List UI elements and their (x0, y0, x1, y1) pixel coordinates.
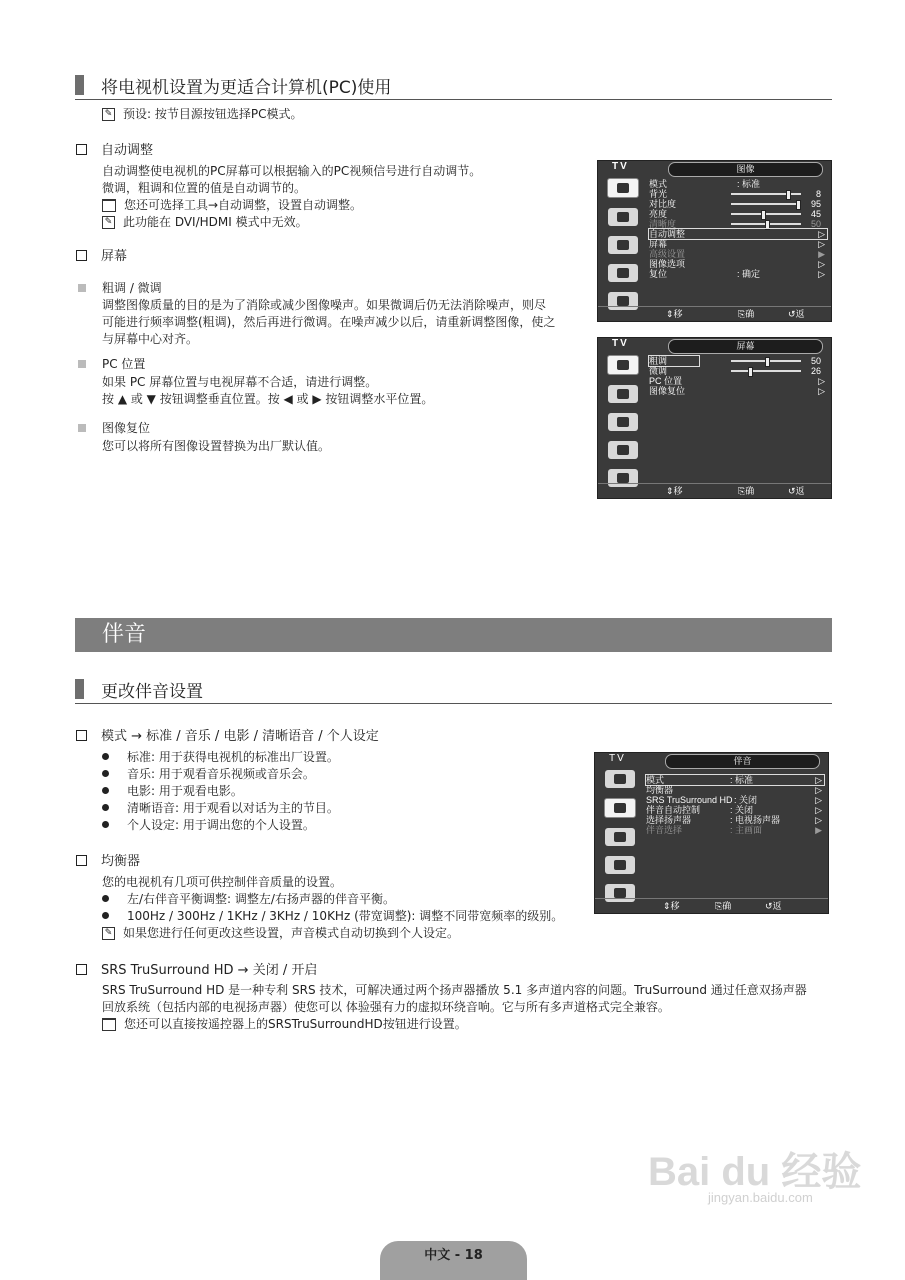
tv-label: TV (612, 161, 629, 172)
row-label: 高级设置 (649, 249, 686, 259)
note-icon: ✎ (102, 216, 115, 229)
row-label: 背光 (649, 189, 668, 199)
menu-row[interactable] (646, 825, 824, 835)
picture-icon[interactable] (607, 178, 639, 198)
screen-title-text: 屏幕 (101, 249, 128, 264)
auto-adjust-line-1: 自动调整使电视机的PC屏幕可以根据输入的PC视频信号进行自动调节。 (102, 164, 482, 178)
menu-row[interactable] (649, 209, 827, 219)
preset-note (102, 106, 302, 123)
bullet-icon (102, 821, 109, 828)
row-label: 伴音选择 (646, 825, 683, 835)
equalizer-title-text: 均衡器 (101, 854, 141, 869)
list-item (102, 817, 339, 834)
row-label: 复位 (649, 269, 668, 279)
row-label: 图像选项 (649, 259, 686, 269)
note-icon: ✎ (102, 927, 115, 940)
row-number: 50 (810, 219, 821, 229)
menu-bottom-bar (598, 306, 831, 333)
coarse-fine-title (78, 280, 162, 297)
row-value: : 关闭 (730, 805, 754, 815)
arrow-right-icon: ▷ (818, 269, 825, 279)
note-icon: ✎ (102, 108, 115, 121)
heading-text: 更改伴音设置 (101, 682, 203, 702)
pc-position-line-1: 如果 PC 屏幕位置与电视屏幕不合适，请进行调整。 (102, 375, 378, 389)
menu-row[interactable] (649, 219, 827, 229)
slider[interactable] (731, 360, 801, 362)
pc-position-title (78, 356, 145, 373)
arrow-right-icon: ▷ (815, 815, 822, 825)
row-value: : 电视扬声器 (730, 815, 781, 825)
row-label: PC 位置 (649, 376, 683, 386)
checkbox-bullet-icon (76, 964, 87, 975)
menu-row[interactable] (646, 815, 824, 825)
sound-section-heading (75, 677, 832, 704)
bullet-icon (102, 912, 109, 919)
list-item (102, 908, 563, 925)
image-reset-title (78, 420, 150, 437)
menu-top (598, 338, 831, 352)
image-reset-body (102, 438, 330, 455)
menu-title: 伴音 (665, 754, 820, 769)
slider[interactable] (731, 370, 801, 372)
preset-note-text: 预设: 按节目源按钮选择PC模式。 (123, 107, 303, 121)
sound-icon[interactable] (604, 798, 636, 818)
row-label: 自动调整 (649, 229, 686, 239)
arrow-right-icon: ▷ (818, 229, 825, 239)
coarse-fine-line-3: 与屏幕中心对齐。 (102, 332, 199, 346)
tv-label: TV (612, 338, 629, 349)
list-item (102, 891, 563, 908)
auto-adjust-tool-note (102, 197, 481, 214)
tool-note-text: 您还可选择工具→自动调整，设置自动调整。 (124, 198, 363, 212)
list-item (102, 783, 339, 800)
pc-position-line-2: 按 ▲ 或 ▼ 按钮调整垂直位置。按 ◀ 或 ▶ 按钮调整水平位置。 (102, 392, 434, 406)
menu-row[interactable] (649, 386, 827, 396)
arrow-right-icon: ▷ (818, 259, 825, 269)
bullet-icon (102, 895, 109, 902)
mode-title (76, 728, 379, 745)
tool-icon (102, 199, 116, 212)
row-value: : 标准 (737, 179, 761, 189)
arrow-right-icon: ▷ (815, 785, 822, 795)
setup-icon[interactable] (608, 441, 638, 459)
return-label: 返回 (795, 486, 805, 510)
row-number: 8 (815, 189, 821, 199)
menu-rows (649, 356, 827, 396)
tv-menu-picture (597, 160, 832, 333)
baidu-watermark-logo: Bai du 经验 (648, 1150, 862, 1194)
return-label: 返回 (772, 901, 782, 925)
auto-adjust-title (76, 142, 153, 159)
move-label: 移动 (670, 901, 680, 925)
menu-row[interactable] (649, 376, 827, 386)
sound-icon[interactable] (608, 385, 638, 403)
coarse-fine-line-2: 可能进行频率调整(粗调)，然后再进行微调。在噪声减少以后，请重新调整图像，使之 (102, 315, 556, 329)
menu-row-selected[interactable] (649, 229, 827, 239)
heading-bar (75, 75, 84, 95)
menu-row[interactable] (649, 366, 827, 376)
row-number: 26 (810, 366, 821, 376)
checkbox-bullet-icon (76, 144, 87, 155)
bullet-icon (102, 753, 109, 760)
srs-title (76, 962, 317, 979)
row-number: 50 (810, 356, 821, 366)
enter-label: 确认 (722, 901, 732, 925)
return-hint: ↺ 返回 (765, 901, 782, 925)
row-label: 选择扬声器 (646, 815, 692, 825)
menu-row[interactable] (649, 189, 827, 199)
picture-icon[interactable] (605, 770, 635, 788)
menu-top (598, 161, 831, 175)
slider[interactable] (731, 223, 801, 225)
equalizer-intro: 您的电视机有几项可供控制伴音质量的设置。 (102, 875, 343, 889)
row-label: 微调 (649, 366, 668, 376)
menu-row[interactable] (649, 199, 827, 209)
enter-hint: ⎘ 确认 (738, 309, 755, 333)
banner-text: 伴音 (102, 622, 147, 647)
note-text: 此功能在 DVI/HDMI 模式中无效。 (123, 215, 308, 229)
menu-row[interactable] (646, 795, 824, 805)
srs-line-1: SRS TruSurround HD 是一种专利 SRS 技术，可解决通过两个扬声器播放 5.1 多声道内容的问题。TruSurround 通过任意双扬声器 (102, 983, 807, 997)
row-value: : 主画面 (730, 825, 763, 835)
enter-label: 确认 (745, 486, 755, 510)
list-item-text: 左/右伴音平衡调整: 调整左/右扬声器的伴音平衡。 (127, 892, 395, 906)
setup-icon[interactable] (605, 856, 635, 874)
slider[interactable] (731, 213, 801, 215)
menu-title: 图像 (668, 162, 823, 177)
arrow-right-icon: ▶ (815, 825, 822, 835)
pc-section-heading (75, 73, 832, 100)
enter-label: 确认 (745, 309, 755, 333)
row-number: 95 (810, 199, 821, 209)
checkbox-bullet-icon (76, 730, 87, 741)
row-label: 清晰度 (649, 219, 677, 229)
list-item (102, 749, 339, 766)
coarse-fine-line-1: 调整图像质量的目的是为了消除或减少图像噪声。如果微调后仍无法消除噪声，则尽 (102, 298, 547, 312)
menu-row-selected[interactable] (649, 356, 699, 366)
return-label: 返回 (795, 309, 805, 333)
arrow-right-icon: ▶ (818, 249, 825, 259)
sound-icon[interactable] (608, 208, 638, 226)
slider[interactable] (731, 203, 801, 205)
mode-list (102, 749, 339, 834)
bullet-icon (102, 804, 109, 811)
menu-rows (649, 179, 827, 279)
checkbox-bullet-icon (76, 250, 87, 261)
menu-side-icons (602, 355, 644, 497)
row-label: SRS TruSurround HD (646, 795, 733, 805)
tv-menu-screen (597, 337, 832, 510)
image-reset-line-1: 您可以将所有图像设置替换为出厂默认值。 (102, 439, 331, 453)
arrow-right-icon: ▷ (818, 386, 825, 396)
equalizer-note (102, 925, 563, 942)
menu-top (595, 753, 828, 767)
row-label: 对比度 (649, 199, 677, 209)
move-hint: ⇕ 移动 (666, 486, 683, 510)
auto-adjust-line-2: 微调，粗调和位置的值是自动调节的。 (102, 181, 307, 195)
row-label: 屏幕 (649, 239, 668, 249)
square-bullet-icon (78, 424, 86, 432)
tool-note-text: 您还可以直接按遥控器上的SRSTruSurroundHD按钮进行设置。 (124, 1017, 467, 1031)
square-bullet-icon (78, 360, 86, 368)
coarse-fine-title-text: 粗调 / 微调 (102, 281, 162, 295)
srs-line-2: 回放系统（包括内部的电视扬声器）使您可以 体验强有力的虚拟环绕音响。它与所有多声道格式完全兼容。 (102, 1000, 670, 1014)
menu-row[interactable] (649, 249, 827, 259)
tv-label: TV (609, 753, 626, 764)
row-label: 伴音自动控制 (646, 805, 701, 815)
row-label: 均衡器 (646, 785, 674, 795)
row-value: : 确定 (737, 269, 761, 279)
square-bullet-icon (78, 284, 86, 292)
list-item (102, 800, 339, 817)
move-hint: ⇕ 移动 (666, 309, 683, 333)
srs-body (102, 982, 807, 1033)
note-text: 如果您进行任何更改这些设置，声音模式自动切换到个人设定。 (123, 926, 460, 940)
move-label: 移动 (673, 486, 683, 510)
sound-section-banner (75, 618, 832, 652)
arrow-right-icon: ▷ (818, 376, 825, 386)
menu-bottom-bar (595, 898, 828, 925)
channel-icon[interactable] (608, 413, 638, 431)
list-item-text: 电影: 用于观看电影。 (127, 784, 243, 798)
row-value: : 标准 (730, 775, 754, 785)
list-item-text: 标准: 用于获得电视机的标准出厂设置。 (127, 750, 339, 764)
srs-tool-note (102, 1016, 807, 1033)
return-hint: ↺ 返回 (788, 486, 805, 510)
return-hint: ↺ 返回 (788, 309, 805, 333)
screen-title (76, 248, 127, 265)
auto-adjust-title-text: 自动调整 (101, 143, 154, 158)
menu-row[interactable] (649, 179, 827, 189)
enter-hint: ⎘ 确认 (715, 901, 732, 925)
row-label: 粗调 (649, 356, 668, 366)
bullet-icon (102, 787, 109, 794)
coarse-fine-body (102, 297, 555, 348)
pc-position-body (102, 374, 433, 408)
move-label: 移动 (673, 309, 683, 333)
row-label: 模式 (649, 179, 668, 189)
move-hint: ⇕ 移动 (663, 901, 680, 925)
menu-row[interactable] (649, 259, 827, 269)
arrow-right-icon: ▷ (815, 775, 822, 785)
slider[interactable] (731, 193, 801, 195)
menu-side-icons (602, 178, 644, 320)
page-number-tab: 中文 - 18 (380, 1241, 527, 1280)
setup-icon[interactable] (608, 264, 638, 282)
arrow-right-icon: ▷ (815, 795, 822, 805)
arrow-right-icon: ▷ (818, 239, 825, 249)
menu-bottom-bar (598, 483, 831, 510)
menu-rows (646, 775, 824, 835)
menu-row[interactable] (649, 239, 827, 249)
tool-icon (102, 1018, 116, 1031)
equalizer-title (76, 853, 140, 870)
tv-menu-sound (594, 752, 829, 925)
menu-title: 屏幕 (668, 339, 823, 354)
enter-hint: ⎘ 确认 (738, 486, 755, 510)
image-reset-title-text: 图像复位 (102, 421, 151, 435)
row-value: : 关闭 (734, 795, 758, 805)
auto-adjust-body (102, 163, 481, 231)
auto-adjust-note (102, 214, 481, 231)
channel-icon[interactable] (608, 236, 638, 254)
menu-row[interactable] (646, 805, 824, 815)
heading-text: 将电视机设置为更适合计算机(PC)使用 (101, 78, 392, 98)
bullet-icon (102, 770, 109, 777)
heading-bar (75, 679, 84, 699)
list-item-text: 100Hz / 300Hz / 1KHz / 3KHz / 10KHz (带宽调整): 调整不同带宽频率的级别。 (127, 909, 564, 923)
channel-icon[interactable] (605, 828, 635, 846)
row-label: 亮度 (649, 209, 668, 219)
menu-row-selected[interactable] (646, 775, 824, 785)
picture-icon[interactable] (607, 355, 639, 375)
checkbox-bullet-icon (76, 855, 87, 866)
pc-position-title-text: PC 位置 (102, 357, 146, 371)
baidu-watermark-url: jingyan.baidu.com (708, 1190, 813, 1205)
menu-side-icons (599, 770, 641, 912)
list-item-text: 清晰语音: 用于观看以对话为主的节目。 (127, 801, 339, 815)
mode-title-text: 模式 → 标准 / 音乐 / 电影 / 清晰语音 / 个人设定 (101, 729, 379, 744)
equalizer-body (102, 874, 563, 942)
list-item (102, 766, 339, 783)
arrow-right-icon: ▷ (815, 805, 822, 815)
list-item-text: 音乐: 用于观看音乐视频或音乐会。 (127, 767, 315, 781)
row-label: 模式 (646, 775, 665, 785)
menu-row[interactable] (646, 785, 824, 795)
list-item-text: 个人设定: 用于调出您的个人设置。 (127, 818, 315, 832)
row-label: 图像复位 (649, 386, 686, 396)
srs-title-text: SRS TruSurround HD → 关闭 / 开启 (101, 963, 318, 978)
menu-row[interactable] (649, 269, 827, 279)
row-number: 45 (810, 209, 821, 219)
